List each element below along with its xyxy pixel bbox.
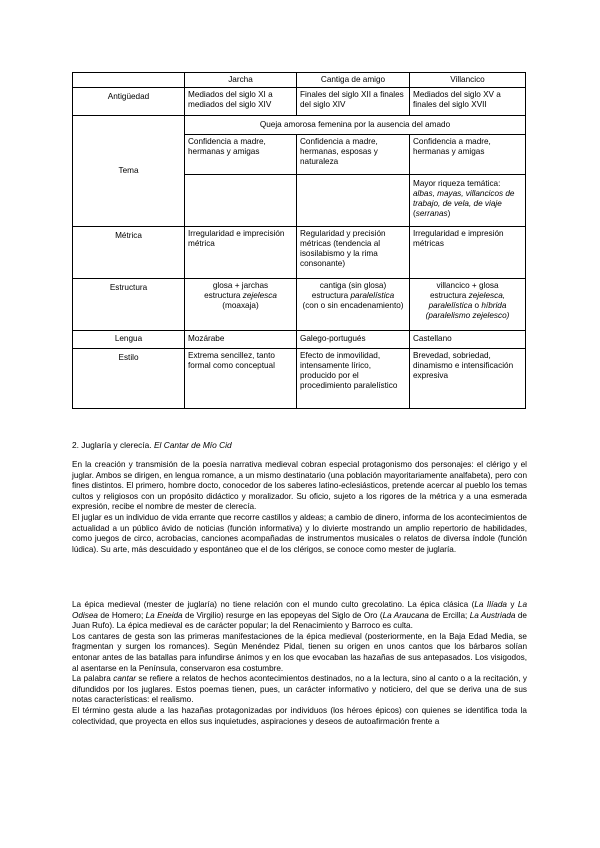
tema-extra-italic: albas, mayas, villancicos de trabajo, de vela, de viaje — [413, 189, 515, 208]
section-title-italic: El Cantar de Mío Cid — [153, 440, 232, 450]
lyric-comparison-table — [72, 72, 526, 409]
paragraph-2: El juglar es un individuo de vida errante que recorre castillos y aldeas; a cambio de dinero, informa de los acontecimientos de actualidad a un público ávido de noticias (función informativa) y lo divierte mostrando un amplio repertorio de habilidades, como juegos de circo, acrobacias, canciones acompañadas de instrumentos musicales o relatos de diversa índole (función lúdica). Su arte, más descuidado y espontáneo que el de los clérigos, se conoce como mester de juglaría. — [72, 512, 527, 554]
body-block-1 — [72, 460, 527, 555]
row-label-estructura: Estructura — [73, 279, 185, 331]
row-lengua — [73, 331, 526, 349]
paragraph-3 — [72, 600, 527, 632]
p5-cantar: cantar — [113, 674, 137, 684]
row-label-estilo: Estilo — [73, 349, 185, 409]
tema-extra-prefix: Mayor riqueza temática: — [413, 179, 501, 188]
estructura-villancico-line3c: híbrida — [481, 301, 507, 310]
cell-lengua-jarcha: Mozárabe — [185, 331, 297, 349]
estructura-cantiga-line2 — [300, 291, 406, 301]
cell-estilo-cantiga: Efecto de inmovilidad, intensamente lírico, producido por el procedimiento paralelístico — [297, 349, 410, 409]
header-empty-cell — [73, 73, 185, 88]
header-cantiga: Cantiga de amigo — [297, 73, 410, 88]
cell-metrica-jarcha: Irregularidad e imprecisión métrica — [185, 227, 297, 279]
p3-text-d: de Virgilio) resurge en las epopeyas del Siglo de Oro ( — [182, 610, 383, 620]
section-title-prefix: 2. Juglaría y clerecía. — [72, 440, 154, 450]
estructura-villancico-line4: (paralelismo zejelesco) — [425, 311, 510, 320]
row-tema-common — [73, 116, 526, 135]
row-label-tema: Tema — [73, 116, 185, 227]
row-metrica — [73, 227, 526, 279]
header-villancico: Villancico — [410, 73, 526, 88]
estructura-jarcha-line2 — [188, 291, 293, 301]
header-jarcha: Jarcha — [185, 73, 297, 88]
estructura-jarcha-line2b: zejelesca — [242, 291, 277, 300]
tema-extra-paren-open: ( — [413, 209, 416, 218]
row-label-antiguedad: Antigüedad — [73, 88, 185, 116]
p3-text-e: de Ercilla; — [428, 610, 470, 620]
p5-text-b: se refiere a relatos de hechos acontecimientos destinados, no a la lectura, sino al canto o a la recitación, y difundidos por los juglares. Estos poemas tienen, pues, un carácter informativo y noticiero, del que se deriva una de sus notas características: el realismo. — [72, 674, 527, 705]
estructura-villancico-line1: villancico + glosa — [436, 281, 499, 290]
cell-estilo-jarcha: Extrema sencillez, tanto formal como conceptual — [185, 349, 297, 409]
cell-tema-extra-cantiga — [297, 175, 410, 227]
paragraph-1: En la creación y transmisión de la poesía narrativa medieval cobran especial protagonismo dos personajes: el clérigo y el juglar. Ambos se dirigen, en lengua romance, a un mismo destinatario (una población mayoritariamente analfabeta), pero con fines distintos. El primero, hombre docto, conocedor de los saberes latino-eclesiásticos, pretende acercar al pueblo los temas cultos y religiosos con un propósito didáctico y moralizador. Su oficio, sujeto a los rigores de la métrica y a una esmerada expresión, recibe el nombre de mester de clerecía. — [72, 460, 527, 512]
estructura-cantiga-line1: cantiga (sin glosa) — [319, 281, 387, 290]
estructura-jarcha-line2a: estructura — [204, 291, 243, 300]
cell-lengua-villancico: Castellano — [410, 331, 526, 349]
estructura-villancico-line2a: estructura — [429, 291, 469, 300]
cell-antiguedad-cantiga: Finales del siglo XII a finales del siglo XIV — [297, 88, 410, 116]
estructura-cantiga-line2b: paralelística — [350, 291, 395, 300]
section-title — [72, 440, 232, 450]
cell-metrica-villancico: Irregularidad e impresión métricas — [410, 227, 526, 279]
cell-tema-extra-jarcha — [185, 175, 297, 227]
cell-estructura-cantiga — [297, 279, 410, 331]
cell-tema-extra-villancico — [410, 175, 526, 227]
estructura-villancico-line3a: paralelística — [428, 301, 473, 310]
row-label-lengua: Lengua — [73, 331, 185, 349]
table-header-row — [73, 73, 526, 88]
estructura-villancico-line3b: o — [472, 301, 482, 310]
paragraph-4: Los cantares de gesta son las primeras manifestaciones de la épica medieval (posteriormente, en la Baja Edad Media, se fragmentan y surgen los romances). Según Menéndez Pidal, tienen su origen en unos cantos que los bárbaros solían entonar antes de las batallas para infundirse ánimos y en los que evocaban las hazañas de sus antepasados. Los visigodos, al asentarse en la Península, conservaron esa costumbre. — [72, 631, 527, 673]
cell-estructura-villancico — [410, 279, 526, 331]
p3-austriada: La Austriada — [469, 610, 516, 620]
body-block-2 — [72, 600, 527, 727]
p3-text-c: de Homero; — [97, 610, 146, 620]
cell-antiguedad-jarcha: Mediados del siglo XI a mediados del siglo XIV — [185, 88, 297, 116]
cell-estilo-villancico: Brevedad, sobriedad, dinamismo e intensificación expresiva — [410, 349, 526, 409]
p3-araucana: La Araucana — [382, 610, 429, 620]
estructura-jarcha-line1: glosa + jarchas — [212, 281, 269, 290]
row-antiguedad — [73, 88, 526, 116]
p3-eneida: La Eneida — [145, 610, 183, 620]
estructura-cantiga-line3: (con o sin encadenamiento) — [302, 301, 404, 310]
cell-tema-jarcha: Confidencia a madre, hermanas y amigas — [185, 135, 297, 175]
estructura-villancico-line2b: zejelesca, — [468, 291, 506, 300]
paragraph-5 — [72, 674, 527, 706]
estructura-jarcha-line3: (moaxaja) — [222, 301, 259, 310]
row-label-metrica: Métrica — [73, 227, 185, 279]
p3-iliada: La Ilíada — [474, 600, 507, 609]
estructura-villancico-line2 — [413, 291, 522, 301]
cell-tema-cantiga: Confidencia a madre, hermanas, esposas y naturaleza — [297, 135, 410, 175]
cell-tema-villancico: Confidencia a madre, hermanas y amigas — [410, 135, 526, 175]
cell-tema-common: Queja amorosa femenina por la ausencia del amado — [185, 116, 526, 135]
cell-metrica-cantiga: Regularidad y precisión métricas (tendencia al isosilabismo y la rima consonante) — [297, 227, 410, 279]
p3-odisea: La Odisea — [72, 600, 527, 620]
estructura-cantiga-line2a: estructura — [311, 291, 351, 300]
cell-estructura-jarcha — [185, 279, 297, 331]
paragraph-6: El término gesta alude a las hazañas protagonizadas por individuos (los héroes épicos) con quienes se identifica toda la colectividad, que proyecta en ellos sus inquietudes, aspiraciones y deseos de autoafirmación frente a — [72, 705, 527, 726]
tema-extra-serranas: serranas — [415, 209, 448, 218]
p3-text-f: de Juan Rufo). La épica medieval es de carácter popular; la del Renacimiento y Barroco es culta. — [72, 610, 527, 631]
estructura-villancico-line3 — [413, 301, 522, 311]
p5-text-a: La palabra — [72, 674, 114, 684]
tema-extra-paren-close: ) — [447, 209, 451, 218]
p3-text-b: y — [506, 600, 518, 609]
cell-lengua-cantiga: Galego-portugués — [297, 331, 410, 349]
row-estilo — [73, 349, 526, 409]
p3-text-a: La épica medieval (mester de juglaría) no tiene relación con el mundo culto grecolatino. La épica clásica ( — [72, 600, 475, 609]
row-estructura — [73, 279, 526, 331]
cell-antiguedad-villancico: Mediados del siglo XV a finales del siglo XVII — [410, 88, 526, 116]
